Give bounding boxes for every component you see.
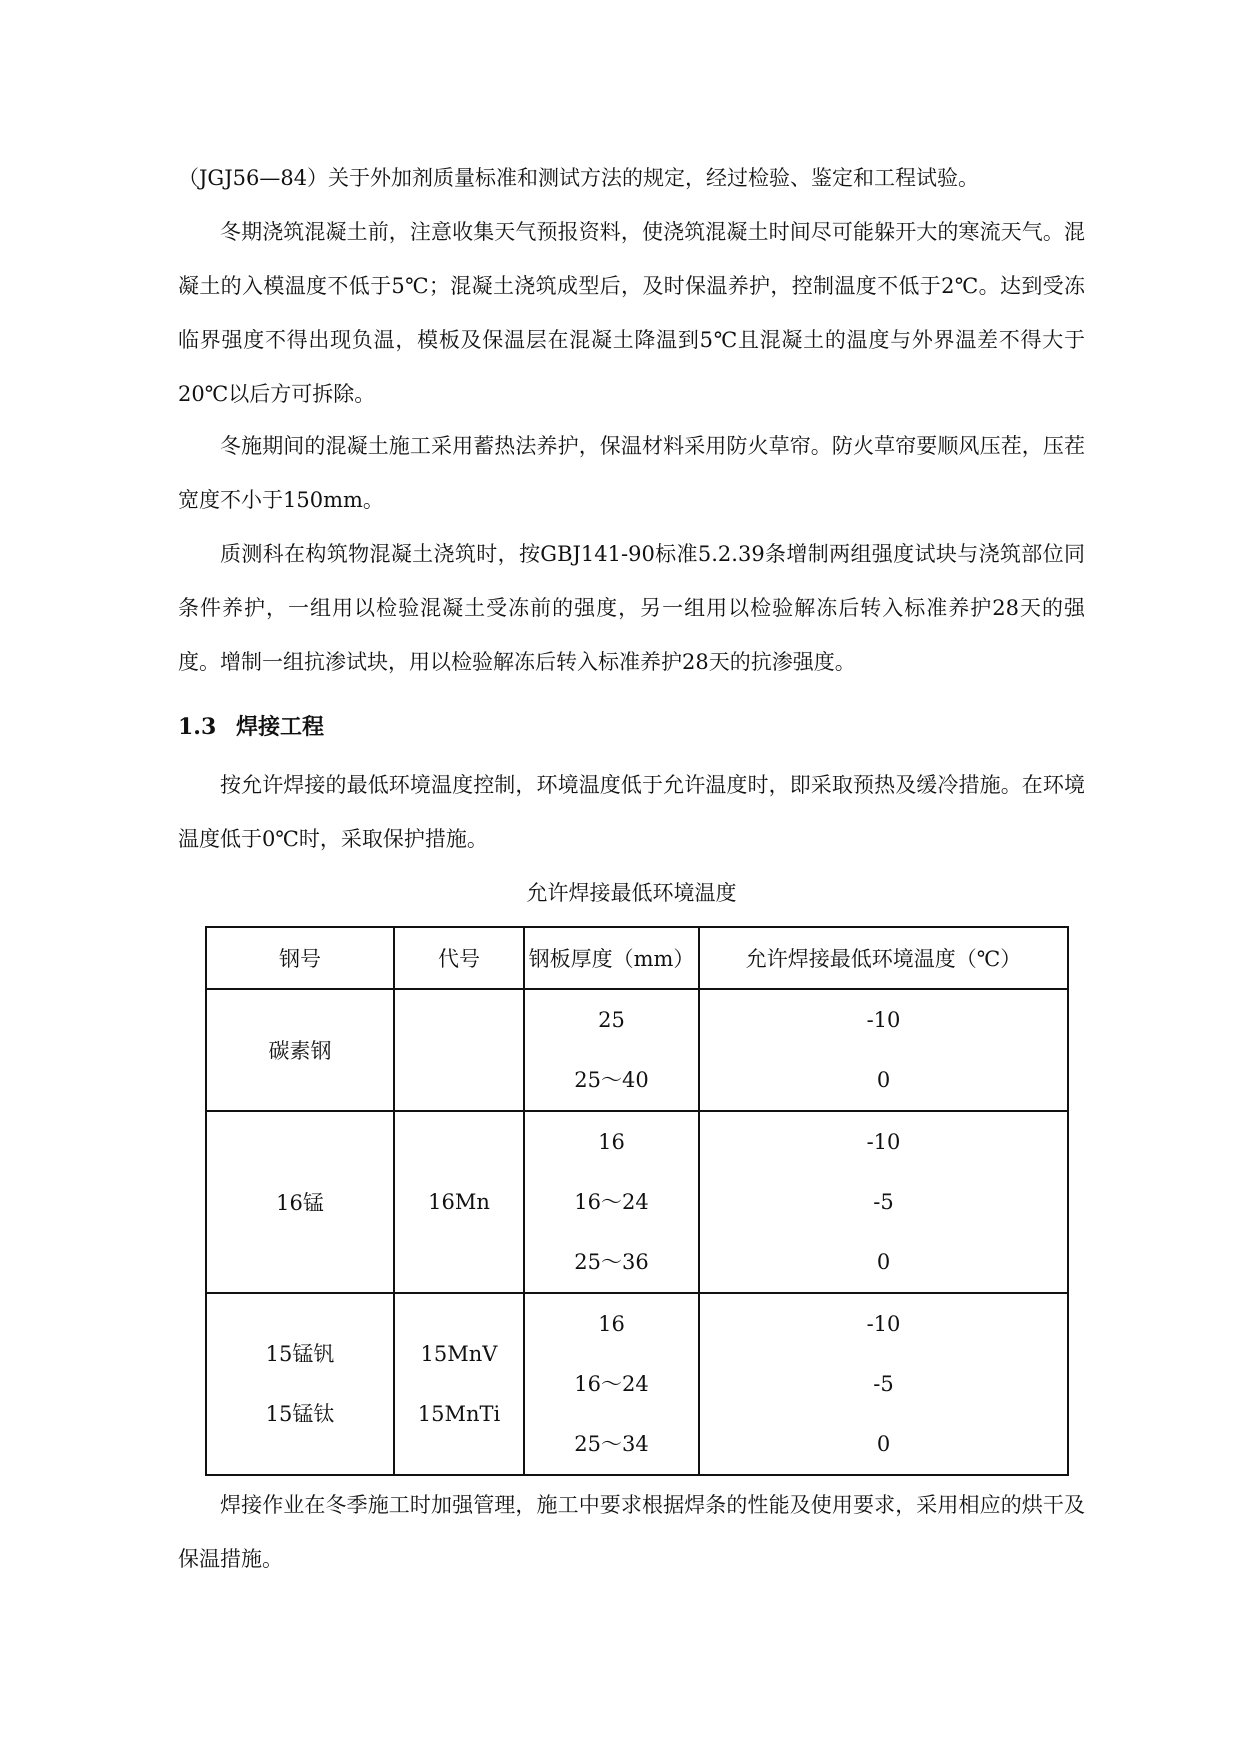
temperature-value: 0 (876, 1068, 891, 1092)
paragraph-test-blocks: 质测科在构筑物混凝土浇筑时，按GBJ141-90标准5.2.39条增制两组强度试块与浇筑部位同条件养护，一组用以检验混凝土受冻前的强度，另一组用以检验解冻后转入标准养护28天的强度。增制一组抗渗试块，用以检验解冻后转入标准养护28天的抗渗强度。 (178, 542, 1085, 674)
cell-code (394, 1111, 524, 1293)
thickness-value: 16～24 (574, 1372, 649, 1396)
paragraph-pouring: 冬期浇筑混凝土前，注意收集天气预报资料，使浇筑混凝土时间尽可能躲开大的寒流天气。混凝土的入模温度不低于5℃；混凝土浇筑成型后，及时保温养护，控制温度不低于2℃。达到受冻临界强度不得出现负温，模板及保温层在混凝土降温到5℃且混凝土的温度与外界温差不得大于20℃以后方可拆除。 (178, 220, 1085, 406)
cell-thickness (524, 1293, 699, 1475)
thickness-value: 25 (598, 1008, 625, 1032)
table-row (206, 1293, 1068, 1475)
temperature-value: -10 (866, 1130, 901, 1154)
cell-thickness (524, 989, 699, 1111)
thickness-value: 25～36 (574, 1250, 649, 1274)
cell-code (394, 989, 524, 1111)
cell-code (394, 1293, 524, 1475)
welding-temperature-table (205, 926, 1069, 1476)
paragraph-standard-ref: （JGJ56—84）关于外加剂质量标准和测试方法的规定，经过检验、鉴定和工程试验。 (178, 166, 980, 190)
table-header-row (206, 927, 1068, 989)
steel-code: 15MnTi (417, 1402, 501, 1426)
temperature-value: -5 (873, 1372, 894, 1396)
cell-temperature (699, 1111, 1068, 1293)
cell-temperature (699, 1293, 1068, 1475)
thickness-value: 25～40 (574, 1068, 649, 1092)
header-steel: 钢号 (206, 927, 394, 989)
thickness-value: 25～34 (574, 1432, 649, 1456)
steel-code: 16Mn (428, 1190, 490, 1214)
steel-code: 15MnV (420, 1342, 498, 1366)
steel-name: 15锰钛 (265, 1402, 335, 1426)
cell-steel (206, 989, 394, 1111)
header-thickness: 钢板厚度（mm） (524, 927, 699, 989)
temperature-value: 0 (876, 1432, 891, 1456)
temperature-value: -10 (866, 1312, 901, 1336)
cell-steel (206, 1293, 394, 1475)
steel-name: 15锰钒 (265, 1342, 335, 1366)
cell-temperature (699, 989, 1068, 1111)
paragraph-welding-management: 焊接作业在冬季施工时加强管理，施工中要求根据焊条的性能及使用要求，采用相应的烘干及保温措施。 (178, 1493, 1085, 1571)
steel-name: 碳素钢 (268, 1039, 332, 1063)
header-code: 代号 (394, 927, 524, 989)
table-row (206, 989, 1068, 1111)
thickness-value: 16 (598, 1130, 625, 1154)
thickness-value: 16 (598, 1312, 625, 1336)
section-number: 1.3 (178, 714, 217, 740)
temperature-value: 0 (876, 1250, 891, 1274)
cell-thickness (524, 1111, 699, 1293)
header-temperature: 允许焊接最低环境温度（℃） (699, 927, 1068, 989)
thickness-value: 16～24 (574, 1190, 649, 1214)
steel-name: 16锰 (276, 1191, 324, 1215)
paragraph-curing: 冬施期间的混凝土施工采用蓄热法养护，保温材料采用防火草帘。防火草帘要顺风压茬，压茬宽度不小于150mm。 (178, 434, 1085, 512)
temperature-value: -10 (866, 1008, 901, 1032)
table-caption: 允许焊接最低环境温度 (526, 881, 737, 905)
section-heading (178, 700, 324, 754)
temperature-value: -5 (873, 1190, 894, 1214)
paragraph-welding-temp: 按允许焊接的最低环境温度控制，环境温度低于允许温度时，即采取预热及缓冷措施。在环境温度低于0℃时，采取保护措施。 (178, 773, 1085, 851)
cell-steel (206, 1111, 394, 1293)
section-title: 焊接工程 (236, 714, 325, 740)
table-row (206, 1111, 1068, 1293)
